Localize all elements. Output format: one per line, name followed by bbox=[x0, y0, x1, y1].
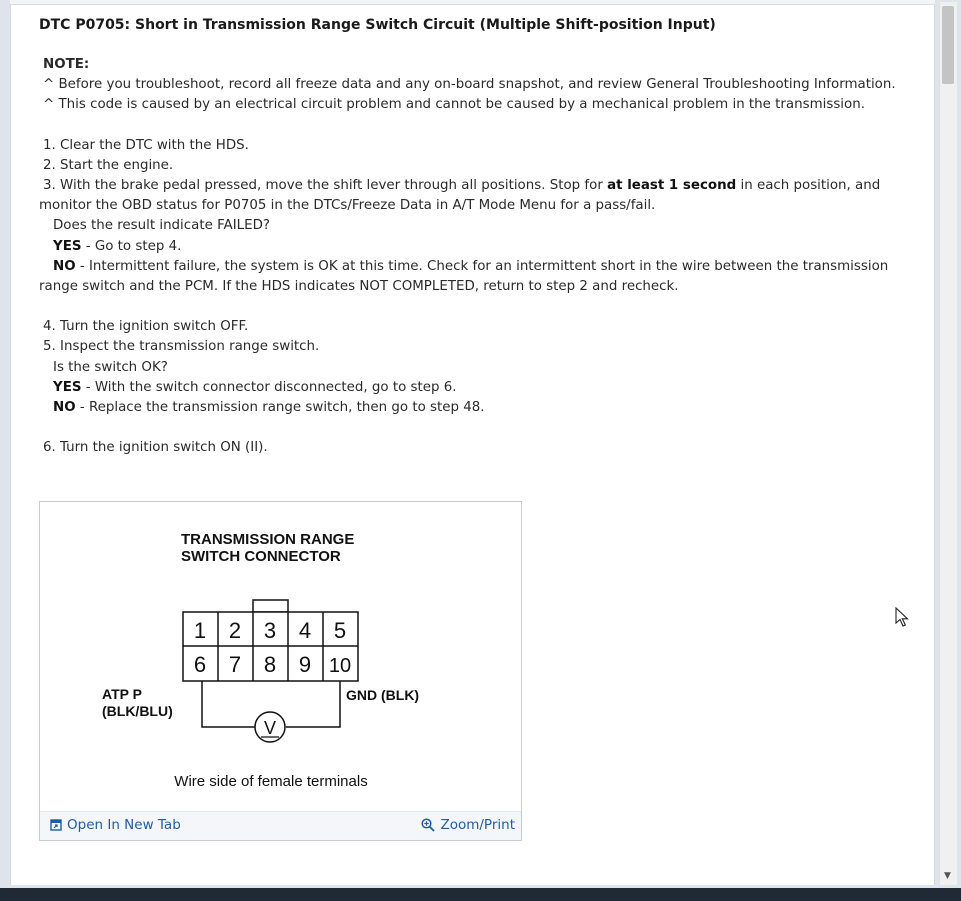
probe-wire-right bbox=[286, 681, 340, 727]
step-3-text: 3. With the brake pedal pressed, move the shift lever through all positions. Stop for bbox=[43, 178, 608, 194]
step-3 bbox=[39, 176, 919, 216]
step-6: 6. Turn the ignition switch ON (II). bbox=[43, 440, 268, 456]
document-body bbox=[39, 15, 919, 458]
connector-figure bbox=[39, 501, 522, 841]
step-4: 4. Turn the ignition switch OFF. bbox=[43, 319, 249, 335]
diagram-heading-2: SWITCH CONNECTOR bbox=[181, 548, 341, 565]
pin-1: 1 bbox=[193, 618, 207, 643]
voltmeter-symbol: V bbox=[263, 718, 277, 738]
pin-3: 3 bbox=[263, 618, 277, 643]
no-text: - Intermittent failure, the system is OK at this time. Check for an intermittent short in the wire between the transmission range switch and the PCM. If the HDS indicates NOT COMPLETED, return to step 2 and recheck. bbox=[39, 258, 889, 295]
scroll-down-arrow-icon[interactable]: ▼ bbox=[944, 871, 951, 881]
pin-2: 2 bbox=[228, 618, 242, 643]
note-heading: NOTE: bbox=[43, 57, 90, 72]
connector-latch bbox=[253, 600, 288, 612]
pin-5: 5 bbox=[333, 618, 347, 643]
pin-7: 7 bbox=[228, 652, 242, 677]
pin-9: 9 bbox=[298, 652, 312, 677]
step-3-yes bbox=[39, 237, 919, 257]
figure-toolbar bbox=[40, 811, 521, 840]
no-text: - Replace the transmission range switch, then go to step 48. bbox=[75, 400, 485, 416]
document-panel bbox=[10, 5, 935, 885]
diagram-heading-1: TRANSMISSION RANGE bbox=[181, 531, 355, 548]
step-3-no bbox=[39, 257, 919, 297]
step-3-question: Does the result indicate FAILED? bbox=[53, 218, 271, 234]
step-5-no bbox=[39, 398, 919, 418]
atp-wire-color: (BLK/BLU) bbox=[102, 703, 173, 719]
yes-text: - With the switch connector disconnected, go to step 6. bbox=[81, 379, 457, 395]
connector-diagram bbox=[40, 502, 521, 812]
pin-10: 10 bbox=[328, 655, 352, 677]
zoom-print-label: Zoom/Print bbox=[440, 817, 515, 833]
gnd-label: GND (BLK) bbox=[346, 687, 420, 703]
mouse-cursor-icon bbox=[895, 607, 909, 629]
zoom-print-link[interactable] bbox=[421, 817, 515, 833]
note-bullet: ^ This code is caused by an electrical circuit problem and cannot be caused by a mechanical problem in the transmission. bbox=[43, 97, 865, 113]
vertical-scrollbar[interactable] bbox=[939, 2, 957, 885]
page-title: DTC P0705: Short in Transmission Range Switch Circuit (Multiple Shift-position Input) bbox=[39, 17, 716, 33]
note-bullet: ^ Before you troubleshoot, record all freeze data and any on-board snapshot, and review General Troubleshooting Information. bbox=[43, 77, 896, 93]
step-5-question: Is the switch OK? bbox=[53, 359, 168, 375]
probe-wire-left bbox=[202, 681, 255, 727]
yes-text: - Go to step 4. bbox=[81, 238, 182, 254]
pin-4: 4 bbox=[298, 618, 312, 643]
pin-6: 6 bbox=[193, 652, 207, 677]
no-label: NO bbox=[53, 400, 76, 416]
yes-label: YES bbox=[53, 379, 82, 395]
scrollbar-thumb[interactable] bbox=[942, 6, 954, 84]
zoom-in-icon bbox=[421, 818, 435, 832]
step-1: 1. Clear the DTC with the HDS. bbox=[43, 137, 249, 153]
diagram-caption: Wire side of female terminals bbox=[174, 773, 368, 790]
step-5: 5. Inspect the transmission range switch. bbox=[43, 339, 320, 355]
step-5-yes bbox=[39, 378, 919, 398]
step-3-emphasis: at least 1 second bbox=[607, 178, 737, 194]
yes-label: YES bbox=[53, 238, 82, 254]
open-in-new-tab-label: Open In New Tab bbox=[67, 817, 181, 833]
step-2: 2. Start the engine. bbox=[43, 157, 174, 173]
atp-label: ATP P bbox=[102, 686, 142, 702]
pin-8: 8 bbox=[263, 652, 277, 677]
taskbar bbox=[0, 888, 961, 901]
no-label: NO bbox=[53, 258, 76, 274]
open-in-new-tab-link[interactable] bbox=[50, 817, 181, 833]
step-3-text-end: in each position, and monitor the OBD status for P0705 in the DTCs/Freeze Data in A/T Mode Menu for a pass/fail. bbox=[39, 178, 881, 214]
new-tab-icon bbox=[50, 819, 62, 831]
